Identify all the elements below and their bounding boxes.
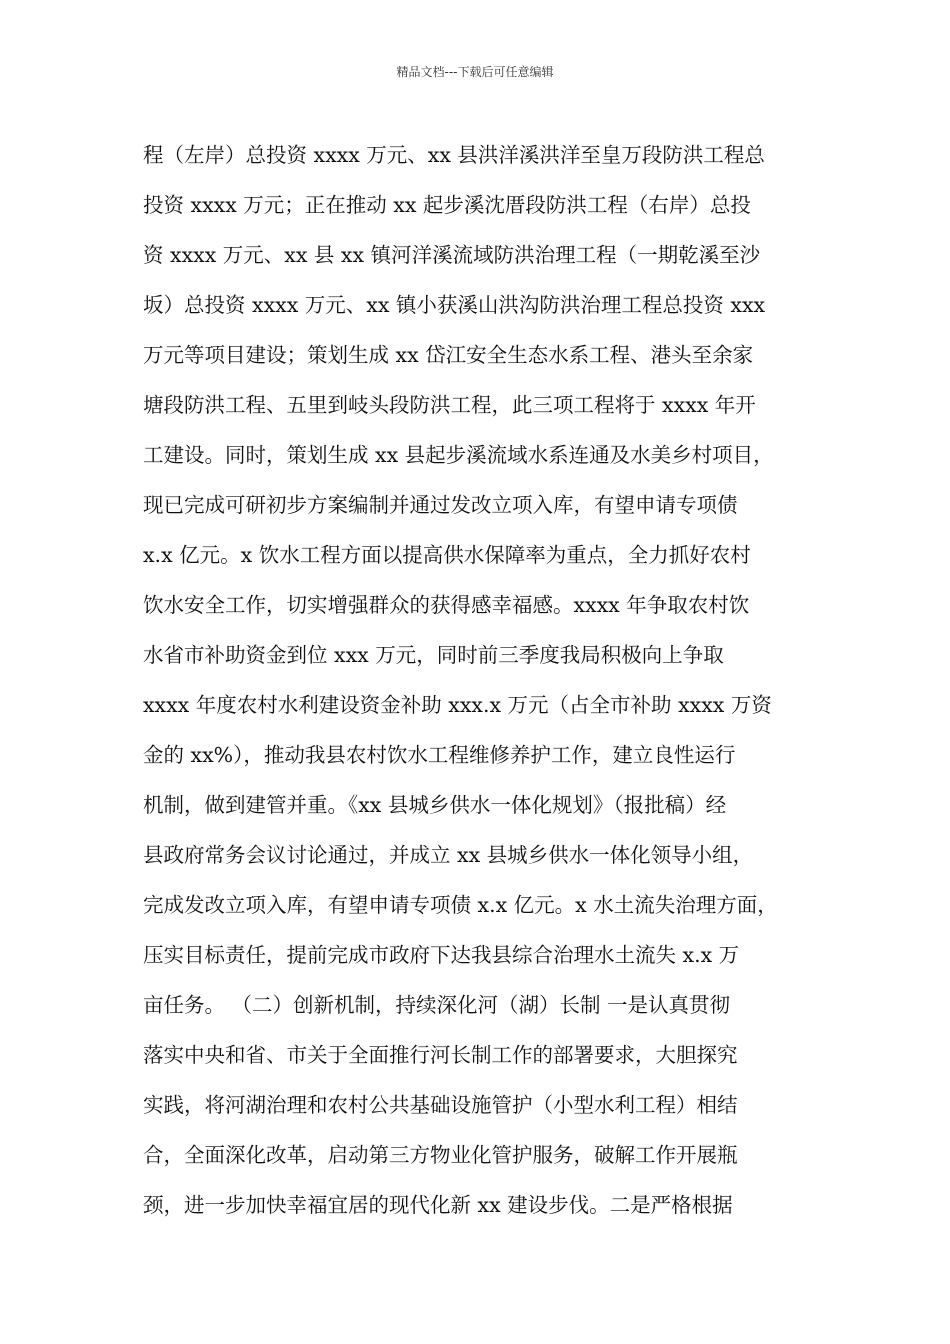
text-line: 颈，进一步加快幸福宜居的现代化新 xx 建设步伐。二是严格根据 bbox=[143, 1193, 733, 1217]
text-line: 万元等项目建设；策划生成 xx 岱江安全生态水系工程、港头至余家 bbox=[143, 343, 754, 367]
text-line: 饮水安全工作，切实增强群众的获得感幸福感。xxxx 年争取农村饮 bbox=[143, 593, 750, 617]
text-line: 程（左岸）总投资 xxxx 万元、xx 县洪洋溪洪洋至皇万段防洪工程总 bbox=[143, 143, 765, 167]
text-line: 落实中央和省、市关于全面推行河长制工作的部署要求，大胆探究 bbox=[143, 1043, 738, 1067]
text-line: 工建设。同时，策划生成 xx 县起步溪流域水系连通及水美乡村项目， bbox=[143, 443, 774, 467]
text-line: 县政府常务会议讨论通过，并成立 xx 县城乡供水一体化领导小组， bbox=[143, 843, 754, 867]
text-line: 机制，做到建管并重。《xx 县城乡供水一体化规划》（报批稿）经 bbox=[143, 793, 727, 817]
text-line: 投资 xxxx 万元；正在推动 xx 起步溪沈厝段防洪工程（右岸）总投 bbox=[143, 193, 751, 217]
text-line: 水省市补助资金到位 xxx 万元，同时前三季度我局积极向上争取 bbox=[143, 643, 724, 667]
text-line: 亩任务。 （二）创新机制，持续深化河（湖）长制 一是认真贯彻 bbox=[143, 993, 731, 1017]
text-line: 资 xxxx 万元、xx 县 xx 镇河洋溪流域防洪治理工程（一期乾溪至沙 bbox=[143, 243, 761, 267]
text-line: 完成发改立项入库，有望申请专项债 x.x 亿元。x 水土流失治理方面， bbox=[143, 893, 778, 917]
document-body bbox=[143, 130, 823, 1230]
text-line: 合，全面深化改革，启动第三方物业化管护服务，破解工作开展瓶 bbox=[143, 1143, 738, 1167]
text-line: 实践，将河湖治理和农村公共基础设施管护（小型水利工程）相结 bbox=[143, 1093, 738, 1117]
text-line: x.x 亿元。x 饮水工程方面以提高供水保障率为重点，全力抓好农村 bbox=[143, 543, 751, 567]
text-line: 压实目标责任，提前完成市政府下达我县综合治理水土流失 x.x 万 bbox=[143, 943, 740, 967]
text-line: 现已完成可研初步方案编制并通过发改立项入库，有望申请专项债 bbox=[143, 493, 738, 517]
page-header: 精品文档---下载后可任意编辑 bbox=[396, 65, 554, 79]
text-line: xxxx 年度农村水利建设资金补助 xxx.x 万元（占全市补助 xxxx 万资 bbox=[143, 693, 772, 717]
text-line: 塘段防洪工程、五里到岐头段防洪工程，此三项工程将于 xxxx 年开 bbox=[143, 393, 756, 417]
text-line: 金的 xx%），推动我县农村饮水工程维修养护工作，建立良性运行 bbox=[143, 743, 736, 767]
text-line: 坂）总投资 xxxx 万元、xx 镇小获溪山洪沟防洪治理工程总投资 xxx bbox=[143, 293, 766, 317]
